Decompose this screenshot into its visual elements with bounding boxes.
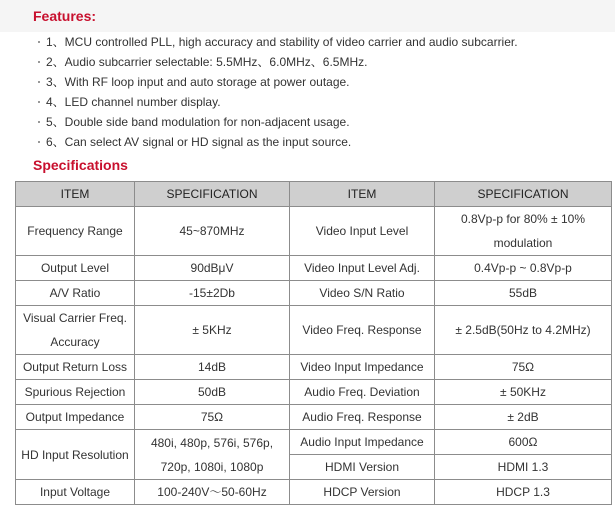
- table-row: [16, 380, 612, 405]
- spec-item: Video Freq. Response: [290, 306, 435, 355]
- spec-item: Audio Freq. Response: [290, 405, 435, 430]
- feature-item: 3、With RF loop input and auto storage at power outage.: [38, 72, 518, 92]
- spec-item: HD Input Resolution: [16, 430, 135, 480]
- spec-value: ± 50KHz: [435, 380, 612, 405]
- header-item: ITEM: [290, 182, 435, 207]
- spec-value: ± 2.5dB(50Hz to 4.2MHz): [435, 306, 612, 355]
- spec-item: Video Input Level Adj.: [290, 256, 435, 281]
- feature-item: 1、MCU controlled PLL, high accuracy and stability of video carrier and audio subcarrier.: [38, 32, 518, 52]
- spec-item: Output Impedance: [16, 405, 135, 430]
- spec-item: Audio Input Impedance: [290, 430, 435, 455]
- table-row: [16, 306, 612, 355]
- features-list: [38, 32, 518, 152]
- spec-value: 14dB: [135, 355, 290, 380]
- spec-item: Video Input Impedance: [290, 355, 435, 380]
- table-row: [16, 207, 612, 256]
- feature-item: 6、Can select AV signal or HD signal as the input source.: [38, 132, 518, 152]
- spec-item: Video Input Level: [290, 207, 435, 256]
- spec-value: 480i, 480p, 576i, 576p, 720p, 1080i, 1080p: [135, 430, 290, 480]
- spec-item: Audio Freq. Deviation: [290, 380, 435, 405]
- spec-value: 75Ω: [135, 405, 290, 430]
- feature-item: 2、Audio subcarrier selectable: 5.5MHz、6.0MHz、6.5MHz.: [38, 52, 518, 72]
- spec-item: HDMI Version: [290, 455, 435, 480]
- spec-item: Video S/N Ratio: [290, 281, 435, 306]
- spec-value: ± 5KHz: [135, 306, 290, 355]
- specifications-table: [15, 181, 612, 505]
- features-heading: Features:: [33, 8, 97, 24]
- spec-value: 45~870MHz: [135, 207, 290, 256]
- table-header-row: [16, 182, 612, 207]
- header-item: ITEM: [16, 182, 135, 207]
- spec-value: 100-240V～50-60Hz: [135, 480, 290, 505]
- spec-value: 0.8Vp-p for 80% ± 10% modulation: [435, 207, 612, 256]
- table-row: [16, 281, 612, 306]
- spec-value: 600Ω: [435, 430, 612, 455]
- header-specification: SPECIFICATION: [435, 182, 612, 207]
- spec-item: Input Voltage: [16, 480, 135, 505]
- table-row: [16, 480, 612, 505]
- table-row: [16, 430, 612, 455]
- feature-item: 4、LED channel number display.: [38, 92, 518, 112]
- spec-item: Visual Carrier Freq. Accuracy: [16, 306, 135, 355]
- spec-item: Output Return Loss: [16, 355, 135, 380]
- spec-value: HDMI 1.3: [435, 455, 612, 480]
- spec-item: Frequency Range: [16, 207, 135, 256]
- spec-value: ± 2dB: [435, 405, 612, 430]
- spec-value: HDCP 1.3: [435, 480, 612, 505]
- spec-value: 75Ω: [435, 355, 612, 380]
- specifications-heading: Specifications: [33, 157, 128, 173]
- table-row: [16, 405, 612, 430]
- spec-item: Spurious Rejection: [16, 380, 135, 405]
- spec-value: 0.4Vp-p ~ 0.8Vp-p: [435, 256, 612, 281]
- spec-item: Output Level: [16, 256, 135, 281]
- table-row: [16, 355, 612, 380]
- spec-value: 90dBμV: [135, 256, 290, 281]
- spec-item: A/V Ratio: [16, 281, 135, 306]
- header-specification: SPECIFICATION: [135, 182, 290, 207]
- spec-item: HDCP Version: [290, 480, 435, 505]
- table-row: [16, 256, 612, 281]
- feature-item: 5、Double side band modulation for non-adjacent usage.: [38, 112, 518, 132]
- spec-value: 55dB: [435, 281, 612, 306]
- spec-value: 50dB: [135, 380, 290, 405]
- spec-value: -15±2Db: [135, 281, 290, 306]
